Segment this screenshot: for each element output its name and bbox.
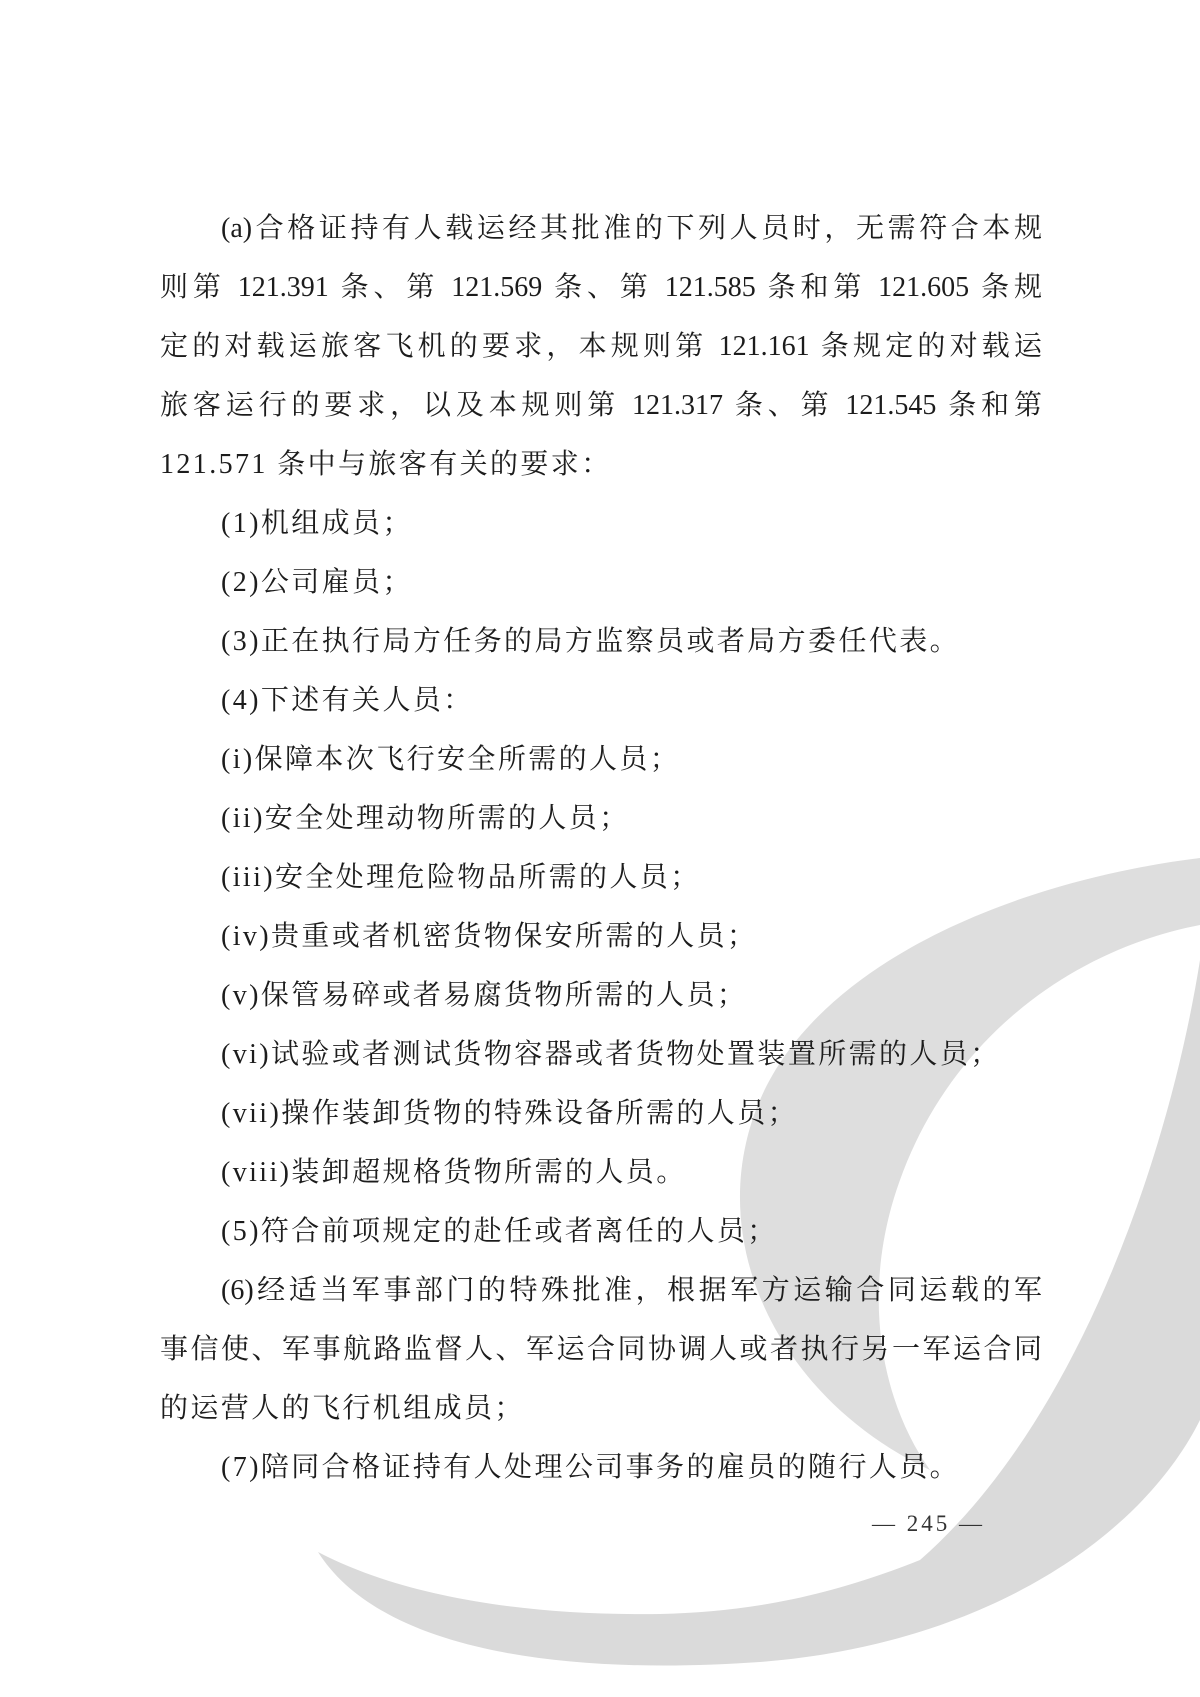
sub-list-item: (vi)试验或者测试货物容器或者货物处置装置所需的人员； <box>221 1039 1001 1070</box>
intro-line: 定的对载运旅客飞机的要求，本规则第 121.161 条规定的对载运 <box>160 331 1042 362</box>
sub-list-item: (ii)安全处理动物所需的人员； <box>221 803 630 834</box>
list-item-continuation: 的运营人的飞行机组成员； <box>160 1393 525 1424</box>
sub-list-item: (viii)装卸超规格货物所需的人员。 <box>221 1157 687 1188</box>
sub-list-item: (iii)安全处理危险物品所需的人员； <box>221 862 701 893</box>
sub-list-item: (iv)贵重或者机密货物保安所需的人员； <box>221 921 758 952</box>
regulation-body <box>160 199 1042 1497</box>
intro-line: 旅客运行的要求，以及本规则第 121.317 条、第 121.545 条和第 <box>160 390 1042 421</box>
list-item: (5)符合前项规定的赴任或者离任的人员； <box>221 1216 778 1247</box>
intro-line: (a)合格证持有人载运经其批准的下列人员时，无需符合本规 <box>221 213 1042 244</box>
list-item: (4)下述有关人员： <box>221 685 474 716</box>
list-item: (7)陪同合格证持有人处理公司事务的雇员的随行人员。 <box>221 1452 961 1483</box>
sub-list-item: (v)保管易碎或者易腐货物所需的人员； <box>221 980 748 1011</box>
intro-line: 则第 121.391 条、第 121.569 条、第 121.585 条和第 121.605 条规 <box>160 272 1042 303</box>
intro-line: 121.571 条中与旅客有关的要求： <box>160 449 612 480</box>
page-number: — 245 — <box>872 1511 985 1536</box>
sub-list-item: (vii)操作装卸货物的特殊设备所需的人员； <box>221 1098 799 1129</box>
sub-list-item: (i)保障本次飞行安全所需的人员； <box>221 744 681 775</box>
list-item: (1)机组成员； <box>221 508 413 539</box>
list-item: (2)公司雇员； <box>221 567 413 598</box>
list-item: (6)经适当军事部门的特殊批准，根据军方运输合同运载的军 <box>221 1275 1042 1306</box>
list-item-continuation: 事信使、军事航路监督人、军运合同协调人或者执行另一军运合同 <box>160 1334 1042 1365</box>
list-item: (3)正在执行局方任务的局方监察员或者局方委任代表。 <box>221 626 961 657</box>
